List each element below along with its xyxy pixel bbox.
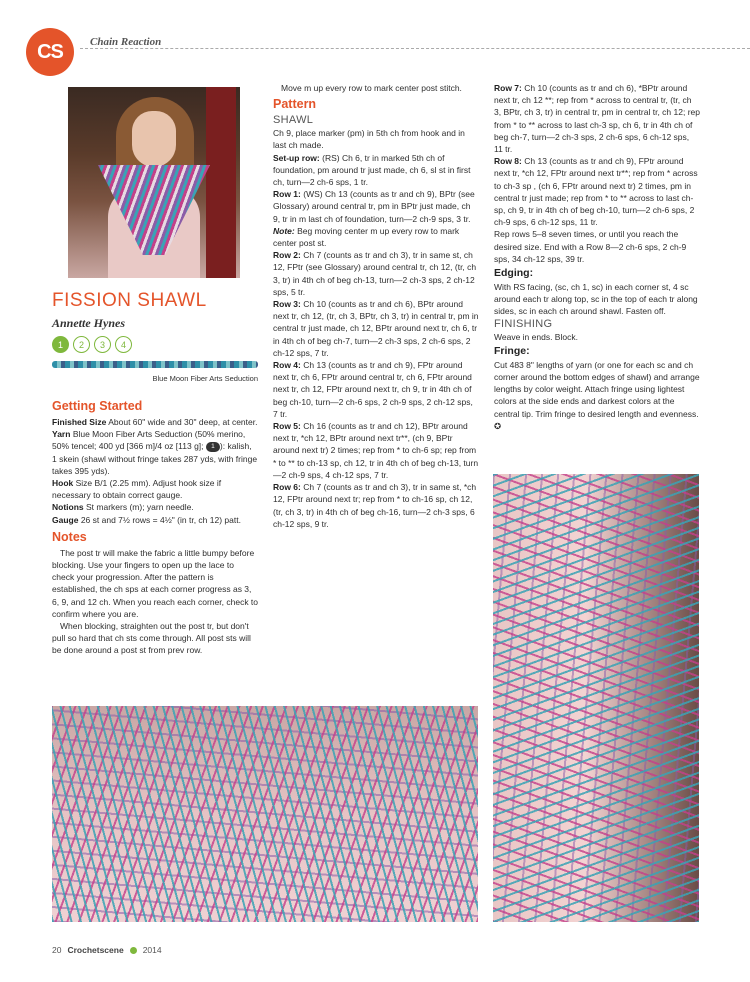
skill-level-4: 4 (115, 336, 132, 353)
photo-model-face (132, 111, 176, 167)
gauge-value: 26 st and 7½ rows = 4½" (in tr, ch 12) patt. (80, 514, 241, 525)
row-7 (494, 82, 700, 155)
skill-level-2: 2 (73, 336, 90, 353)
section-running-head: Chain Reaction (90, 36, 162, 48)
row-1-label: Row 1: (273, 189, 301, 200)
edging-text: With RS facing, (sc, ch 1, sc) in each corner st, 4 sc around each tr along top, sc in the top of each tr along sides, sc in each ch around shawl. Fasten off. (494, 282, 698, 317)
row-3-text: Ch 10 (counts as tr and ch 6), BPtr around next tr, ch 12, (tr, ch 3, BPtr, ch 3, tr) in central tr, pm in central tr just made, ch 12, BPtr around next tr, ch 6, tr in 4th ch of beg ch-7, turn—2 ch-3 sps, 2 ch-6 sps, 2 ch-12 sps, 7 tr. (273, 299, 479, 358)
pattern-heading: Pattern (273, 97, 317, 112)
row-1 (273, 188, 479, 225)
row-6-label: Row 6: (273, 482, 301, 493)
row-3 (273, 298, 479, 359)
setup-row-label: Set-up row: (273, 152, 320, 163)
issue-year: 2014 (142, 945, 162, 955)
magazine-name: Crochetscene (67, 945, 124, 955)
yarn-credit: Blue Moon Fiber Arts Seduction (152, 374, 258, 383)
row-8-text: Ch 13 (counts as tr and ch 9), FPtr around next tr, *ch 12, FPtr around next tr**; rep from * across to ch-3 sp , (ch 6, FPtr around next tr) 2 times, pm in central tr just made; rep from * to ** across to last ch-sp, ch 9, tr in 4th ch of beg ch-10, turn—2 ch-6 sps, 2 ch-9 sps, 6 ch-12 sps, 11 tr. (494, 156, 698, 228)
skill-level-3: 3 (94, 336, 111, 353)
row-8-label: Row 8: (494, 156, 522, 167)
row-6-text: Ch 7 (counts as tr and ch 3), tr in same st, *ch 12, FPtr around next tr; rep from * to ch-16 sp, ch 12, (tr, ch 3, tr) in 4th ch of beg ch-16, turn—2 ch-3 sps, 6 ch-12 sps, 9 tr. (273, 482, 477, 529)
row-8 (494, 155, 700, 228)
header-divider (80, 48, 750, 49)
row-6 (273, 481, 479, 530)
notes-paragraph-1: The post tr will make the fabric a little bumpy before blocking. Use your fingers to open up the lace to check your progression. After the pattern is established, the ch sps at each corner progress as 3, 6, 9, and 12 ch. When you reach each corner, check to confirm where you are. (52, 547, 259, 619)
gauge-spec (52, 514, 258, 526)
hook-value: Size B/1 (2.25 mm). Adjust hook size if necessary to obtain correct gauge. (52, 478, 222, 501)
row-5-text: Ch 16 (counts as tr and ch 12), BPtr around next tr, *ch 12, BPtr around next tr**, (ch 9, BPtr around next tr) 2 times; rep from * to ch-6 sp; rep from * to ** to ch-13 sp, ch 12, tr in 4th ch of beg ch-13, turn—2 ch-9 sps, 4 ch-12 sps, 7 tr. (273, 421, 479, 480)
row-4 (273, 359, 479, 420)
repeat-instructions: Rep rows 5–8 seven times, or until you reach the desired size. End with a Row 8—2 ch-6 sps, 2 ch-9 sps, 34 ch-12 sps, 39 tr. (494, 229, 687, 264)
note-text: Beg moving center m up every row to mark center post st. (273, 225, 460, 249)
yarn-spec (52, 428, 258, 477)
yarn-weight-icon: 1 (206, 442, 220, 452)
row-2-label: Row 2: (273, 250, 301, 261)
row-1-text: (WS) Ch 13 (counts as tr and ch 9), BPtr (see Glossary) around central tr, pm in BPtr just made, ch 9, tr in m last ch of foundation, turn—2 ch-9 sps, 3 tr. (273, 189, 475, 224)
yarn-text-a: Blue Moon Fiber Arts Seduction (50% merino, 50% tencel; 400 yd [366 m]/4 oz [113 g]; (52, 429, 246, 452)
yarn-swatch-image (52, 361, 258, 368)
row-5-label: Row 5: (273, 421, 301, 432)
skill-level-1: 1 (52, 336, 69, 353)
row-4-text: Ch 13 (counts as tr and ch 9), FPtr around next tr, ch 6, FPtr around central tr, ch 6, FPtr around next tr, ch 12, FPtr around next tr, ch 9, tr in 4th ch of beg ch-10, turn—2 ch-6 sps, 2 ch-9 sps, 2 ch-12 sps, 7 tr. (273, 360, 473, 419)
column-middle (273, 82, 479, 530)
fringe-text: Cut 483 8" lengths of yarn (or one for each sc and ch corner around the bottom edges of shawl) and arrange lengths by color weight. Attach fringe using lightest colors at the side ends and darkest colors at the central tip. Trim fringe to desired length and evenness. ✪ (494, 359, 700, 431)
row-7-text: Ch 10 (counts as tr and ch 6), *BPtr around next tr, ch 12 **; rep from * across to central tr, (tr, ch 3, BPtr, ch 3, tr) in central tr, pm in central tr, ch 12; rep from * to ** across to last ch-3 sp, ch 6, tr in 4th ch of beg ch-7, turn—2 ch-3 sps, 2 ch-6 sps, 6 ch-12 sps, 11 tr. (494, 83, 700, 155)
shawl-arm-photo (493, 474, 699, 922)
row-7-label: Row 7: (494, 83, 522, 93)
pattern-title: FISSION SHAWL (52, 290, 207, 311)
notions-label: Notions (52, 502, 84, 513)
note-line (273, 225, 479, 249)
cs-logo: CS (26, 28, 74, 76)
row-2-text: Ch 7 (counts as tr and ch 3), tr in same st, ch 12, FPtr (see Glossary) around central tr, ch 12, (tr, ch 3, tr) in 4th ch of beg ch-13, turn—2 ch-3 sps, 2 ch-12 sps, 5 tr. (273, 250, 477, 297)
setup-row-text: (RS) Ch 6, tr in marked 5th ch of foundation, pm around tr just made, ch 6, sl st in first ch, turn—2 ch-6 sps, 1 tr. (273, 152, 471, 188)
notions-spec (52, 501, 258, 513)
footer-dot-icon (130, 947, 137, 954)
notes-heading: Notes (52, 529, 87, 544)
yarn-text-b: ): kalish, 1 skein (shawl without fringe takes 287 yds, with fringe takes 395 yds). (52, 441, 258, 476)
model-photo (68, 87, 240, 278)
edging-heading: Edging: (494, 267, 534, 280)
skill-level-indicator (52, 336, 132, 353)
row-3-label: Row 3: (273, 299, 301, 310)
setup-row (273, 152, 479, 189)
page-number: 20 (52, 945, 62, 955)
row-4-label: Row 4: (273, 360, 301, 371)
gauge-label: Gauge (52, 514, 79, 525)
note-label: Note: (273, 225, 295, 236)
notes-paragraph-2: When blocking, straighten out the post tr, but don't pull so hard that ch sts come through. All post sts will be done around a post st from prev row. (52, 621, 251, 656)
row-2 (273, 249, 479, 298)
notions-value: St markers (m); yarn needle. (86, 502, 194, 513)
finishing-heading: FINISHING (494, 317, 553, 330)
getting-started-heading: Getting Started (52, 399, 143, 413)
notes-paragraph-3: Move m up every row to mark center post stitch. (281, 83, 462, 93)
designer-name: Annette Hynes (52, 316, 126, 330)
page-footer (52, 945, 162, 955)
shawl-back-photo (52, 706, 478, 922)
yarn-label: Yarn (52, 429, 71, 440)
shawl-subheading: SHAWL (273, 114, 314, 127)
hook-label: Hook (52, 478, 74, 489)
fringe-heading: Fringe: (494, 344, 530, 357)
column-right (494, 82, 700, 432)
finished-size-value: About 60" wide and 30" deep, at center. (108, 417, 258, 427)
photo-background-arch (206, 87, 236, 278)
column-left (52, 397, 258, 657)
finishing-text: Weave in ends. Block. (494, 331, 578, 342)
finished-size (52, 416, 258, 428)
hook-spec (52, 477, 258, 501)
row-5 (273, 420, 479, 481)
finished-size-label: Finished Size (52, 417, 107, 427)
pattern-intro: Ch 9, place marker (pm) in 5th ch from hook and in last ch made. (273, 128, 465, 151)
